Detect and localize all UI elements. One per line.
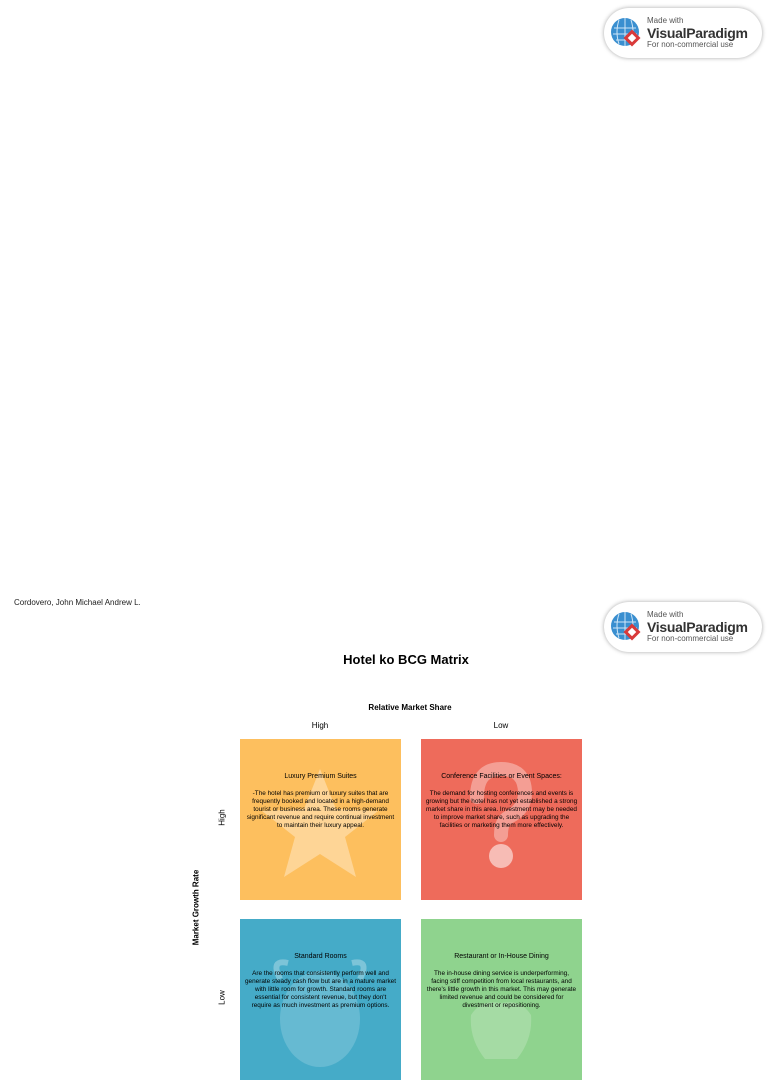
watermark-brand: VisualParadigm [647, 619, 748, 635]
visual-paradigm-logo-icon [610, 16, 644, 50]
quadrant-star-description: -The hotel has premium or luxury suites that are frequently booked and located in a high-demand tourist or business area. These rooms generate significant revenue and require continual investment to maintain their luxury appeal. [246, 790, 395, 829]
watermark-made-with: Made with [647, 610, 684, 619]
x-axis-title: Relative Market Share [368, 703, 452, 712]
visual-paradigm-logo-icon [610, 610, 644, 644]
watermark-badge [604, 8, 762, 58]
watermark-made-with: Made with [647, 16, 684, 25]
watermark-usage: For non-commercial use [647, 634, 734, 643]
quadrant-question-title: Conference Facilities or Event Spaces: [441, 773, 562, 780]
quadrant-cash-cow [240, 919, 401, 1080]
diagram-title: Hotel ko BCG Matrix [343, 652, 469, 667]
quadrant-star-title: Luxury Premium Suites [284, 773, 357, 780]
quadrant-cash-cow-description: Are the rooms that consistently perform well and generate steady cash flow but are in a mature market with little room for growth. Standard rooms are essential for consistent revenue, but they don't require as much investment as premium options. [245, 970, 396, 1009]
quadrant-question-description: The demand for hosting conferences and events is growing but the hotel has not yet established a strong market share in this area. Investment may be needed to improve market share, such as upgrading the facilities or marketing them more effectively. [425, 790, 578, 829]
watermark-usage: For non-commercial use [647, 40, 734, 49]
quadrant-dog [421, 919, 582, 1080]
watermark-brand: VisualParadigm [647, 25, 748, 41]
quadrant-dog-title: Restaurant or In-House Dining [454, 953, 549, 960]
author-name: Cordovero, John Michael Andrew L. [14, 598, 141, 607]
column-label-high: High [311, 721, 329, 730]
y-axis-title: Market Growth Rate [191, 869, 201, 946]
quadrant-dog-description: The in-house dining service is underperforming, facing stiff competition from local restaurants, and there's little growth in this market. This may generate limited revenue and could be considered for divestment or repositioning. [426, 970, 577, 1009]
quadrant-star [240, 739, 401, 900]
quadrant-cash-cow-title: Standard Rooms [294, 953, 347, 960]
row-label-low: Low [217, 990, 227, 1005]
watermark-badge [604, 602, 762, 652]
column-label-low: Low [493, 721, 509, 730]
quadrant-question-mark [421, 739, 582, 900]
row-label-high: High [217, 809, 227, 826]
